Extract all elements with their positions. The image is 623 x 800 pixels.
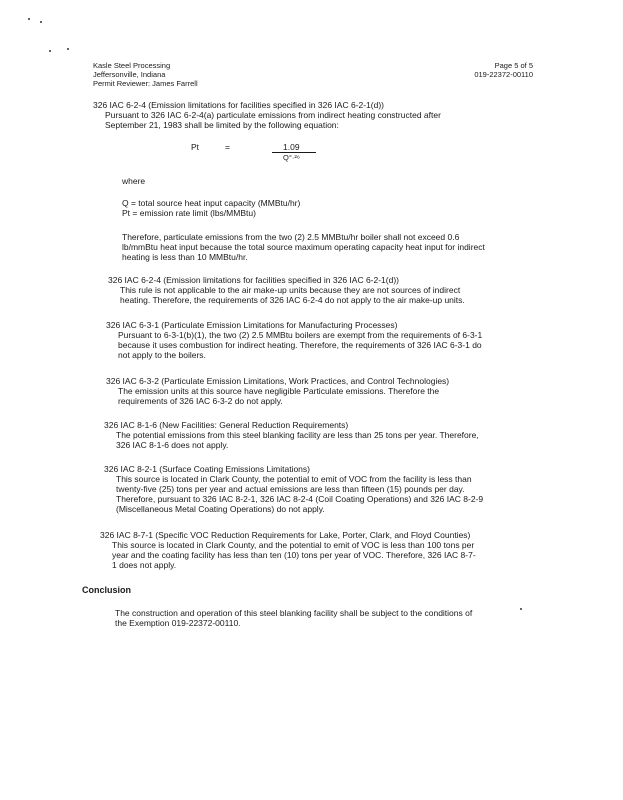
formula-numerator: 1.09 <box>283 142 300 152</box>
section-heading: 326 IAC 6-3-2 (Particulate Emission Limitations, Work Practices, and Control Technologies) <box>106 376 450 386</box>
section-heading: 326 IAC 6-2-4 (Emission limitations for facilities specified in 326 IAC 6-2-1(d)) <box>93 100 385 110</box>
header-location: Jeffersonville, Indiana <box>93 70 166 79</box>
section-line: 1 does not apply. <box>112 560 177 570</box>
section-6-2-4-make-up-units <box>108 275 538 305</box>
paragraph-line: Therefore, particulate emissions from the two (2) 2.5 MMBtu/hr boiler shall not exceed 0.6 <box>122 232 460 242</box>
section-8-1-6 <box>104 420 544 450</box>
scan-speck <box>28 18 30 20</box>
header-right <box>474 61 533 79</box>
section-line: year and the coating facility has less than ten (10) tons per year of VOC. Therefore, 326 IAC 8-7- <box>112 550 476 560</box>
paragraph-line: The construction and operation of this steel blanking facility shall be subject to the conditions of <box>115 608 473 618</box>
scan-speck <box>67 48 69 50</box>
therefore-paragraph <box>122 232 542 262</box>
section-8-2-1 <box>104 464 544 514</box>
definition-pt: Pt = emission rate limit (lbs/MMBtu) <box>122 208 256 218</box>
section-line: (Miscellaneous Metal Coating Operations) do not apply. <box>116 504 325 514</box>
section-heading: 326 IAC 6-2-4 (Emission limitations for facilities specified in 326 IAC 6-2-1(d)) <box>108 275 400 285</box>
section-8-7-1 <box>100 530 550 570</box>
section-6-3-1 <box>106 320 546 360</box>
definition-q: Q = total source heat input capacity (MMBtu/hr) <box>122 198 301 208</box>
section-line: not apply to the boilers. <box>118 350 206 360</box>
header-page-number: Page 5 of 5 <box>494 61 533 70</box>
scan-speck <box>49 50 51 52</box>
header-permit-number: 019-22372-00110 <box>474 70 533 79</box>
header-left <box>93 61 198 88</box>
section-heading: 326 IAC 8-2-1 (Surface Coating Emissions Limitations) <box>104 464 310 474</box>
section-line: This rule is not applicable to the air make-up units because they are not sources of indirect <box>120 285 461 295</box>
section-line: heating. Therefore, the requirements of 326 IAC 6-2-4 do not apply to the air make-up units. <box>120 295 465 305</box>
formula-denominator: Q°·²⁶ <box>283 153 300 162</box>
section-line: 326 IAC 8-1-6 does not apply. <box>116 440 229 450</box>
variable-definitions <box>122 198 422 218</box>
section-6-2-4-boilers <box>93 100 533 130</box>
section-line: The emission units at this source have negligible Particulate emissions. Therefore the <box>118 386 440 396</box>
conclusion-heading: Conclusion <box>82 585 131 595</box>
where-label: where <box>122 176 146 186</box>
formula-equals: = <box>225 142 230 152</box>
scan-speck <box>40 21 42 23</box>
formula-pt: Pt <box>191 142 200 152</box>
section-heading: 326 IAC 8-7-1 (Specific VOC Reduction Requirements for Lake, Porter, Clark, and Floyd Counties) <box>100 530 471 540</box>
section-line: Pursuant to 326 IAC 6-2-4(a) particulate emissions from indirect heating constructed after <box>105 110 441 120</box>
section-line: Therefore, pursuant to 326 IAC 8-2-1, 326 IAC 8-2-4 (Coil Coating Operations) and 326 IAC 8-2-9 <box>116 494 484 504</box>
section-6-3-2 <box>106 376 546 406</box>
paragraph-line: the Exemption 019-22372-00110. <box>115 618 241 628</box>
section-line: This source is located in Clark County, and the potential to emit of VOC is less than 100 tons per <box>112 540 475 550</box>
conclusion-paragraph <box>115 608 545 628</box>
section-heading: 326 IAC 6-3-1 (Particulate Emission Limitations for Manufacturing Processes) <box>106 320 398 330</box>
header-company: Kasle Steel Processing <box>93 61 171 70</box>
section-heading: 326 IAC 8-1-6 (New Facilities: General Reduction Requirements) <box>104 420 349 430</box>
paragraph-line: heating is less than 10 MMBtu/hr. <box>122 252 248 262</box>
header-reviewer: Permit Reviewer: James Farrell <box>93 79 198 88</box>
paragraph-line: lb/mmBtu heat input because the total source maximum operating capacity heat input for indirect <box>122 242 485 252</box>
section-line: The potential emissions from this steel blanking facility are less than 25 tons per year. Therefore, <box>116 430 479 440</box>
section-line: This source is located in Clark County, the potential to emit of VOC from the facility is less than <box>116 474 472 484</box>
section-line: twenty-five (25) tons per year and actual emissions are less than fifteen (15) pounds per day. <box>116 484 465 494</box>
section-line: September 21, 1983 shall be limited by the following equation: <box>105 120 339 130</box>
section-line: because it uses combustion for indirect heating. Therefore, the requirements of 326 IAC 6-3-1 do <box>118 340 482 350</box>
section-line: Pursuant to 6-3-1(b)(1), the two (2) 2.5 MMBtu boilers are exempt from the requirements of 6-3-1 <box>118 330 483 340</box>
section-line: requirements of 326 IAC 6-3-2 do not apply. <box>118 396 283 406</box>
